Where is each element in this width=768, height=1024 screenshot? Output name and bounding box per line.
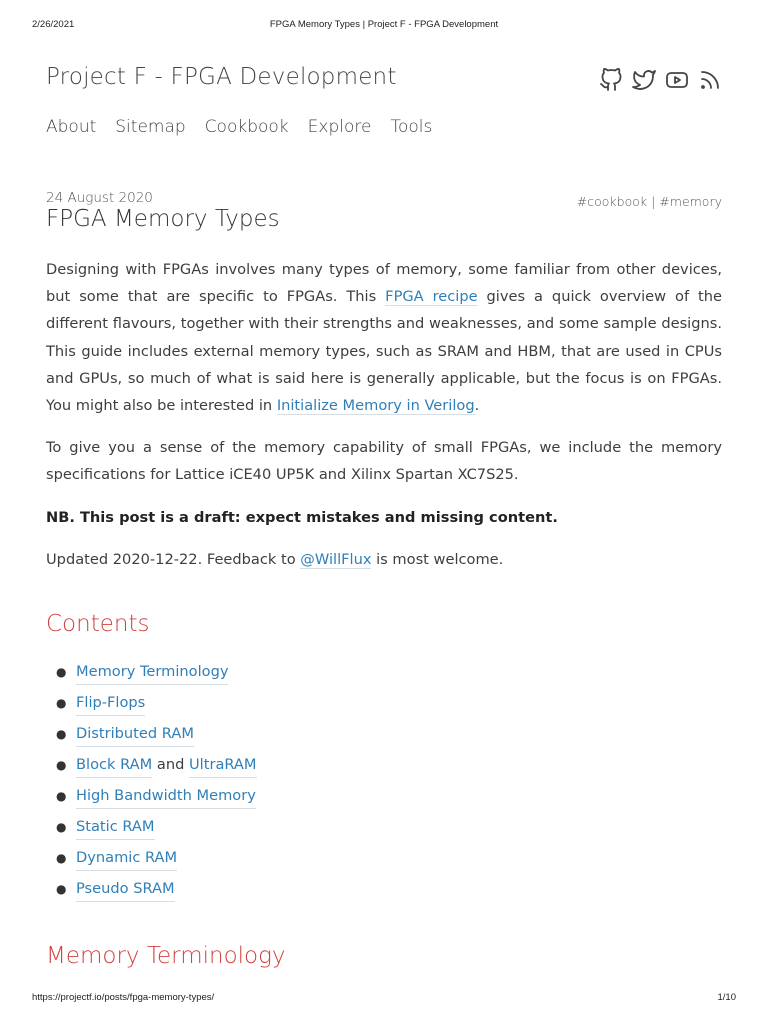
toc-link-distributed-ram[interactable]: Distributed RAM — [76, 722, 194, 747]
draft-notice: NB. This post is a draft: expect mistakes and missing content. — [46, 508, 558, 526]
social-links — [599, 68, 722, 92]
toc-item: ● Pseudo SRAM — [46, 877, 257, 908]
toc-link-flip-flops[interactable]: Flip-Flops — [76, 691, 145, 716]
post-date: 24 August 2020 — [46, 190, 153, 206]
toc-link-ultraram[interactable]: UltraRAM — [189, 753, 257, 778]
fpga-recipe-link[interactable]: FPGA recipe — [385, 288, 478, 306]
twitter-icon[interactable] — [632, 68, 656, 92]
capability-paragraph: To give you a sense of the memory capability of small FPGAs, we include the memory specifications for Lattice iCE40 UP5K and Xilinx Spartan XC7S25. — [46, 439, 722, 484]
memory-terminology-heading: Memory Terminology — [46, 943, 286, 969]
update-paragraph: Updated 2020-12-22. Feedback to @WillFlux is most welcome. — [46, 550, 504, 568]
toc-and-text: and — [156, 756, 185, 773]
print-url: https://projectf.io/posts/fpga-memory-types/ — [32, 992, 215, 1003]
nav-about[interactable]: About — [46, 117, 97, 137]
table-of-contents — [46, 660, 257, 908]
toc-item: ● Static RAM — [46, 815, 257, 846]
post-tags[interactable]: #cookbook | #memory — [576, 194, 722, 209]
toc-link-block-ram[interactable]: Block RAM — [76, 753, 152, 778]
toc-link-hbm[interactable]: High Bandwidth Memory — [76, 784, 256, 809]
toc-item: ● Memory Terminology — [46, 660, 257, 691]
initialize-memory-link[interactable]: Initialize Memory in Verilog — [276, 397, 475, 415]
toc-item: ● Block RAM and UltraRAM — [46, 753, 257, 784]
contents-heading: Contents — [46, 611, 150, 637]
main-nav — [46, 117, 432, 137]
post-title: FPGA Memory Types — [46, 206, 280, 232]
rss-icon[interactable] — [698, 68, 722, 92]
toc-item: ● High Bandwidth Memory — [46, 784, 257, 815]
intro-paragraph: Designing with FPGAs involves many types of memory, some familiar from other devices, but some that are specific to FPGAs. This FPGA recipe gives a quick overview of the different flavours, together with their strengths and weaknesses, and some sample designs. This guide includes external memory types, such as SRAM and HBM, that are used in CPUs and GPUs, so much of what is said here is generally applicable, but the focus is on FPGAs. You might also be interested in Initialize Memory in Verilog. — [46, 261, 722, 415]
nav-sitemap[interactable]: Sitemap — [115, 117, 186, 137]
print-footer — [32, 992, 736, 1003]
print-header — [32, 19, 736, 30]
nav-explore[interactable]: Explore — [307, 117, 372, 137]
toc-item: ● Distributed RAM — [46, 722, 257, 753]
toc-item: ● Flip-Flops — [46, 691, 257, 722]
toc-link-memory-terminology[interactable]: Memory Terminology — [76, 660, 228, 685]
post-body — [46, 256, 722, 588]
toc-link-pseudo-sram[interactable]: Pseudo SRAM — [76, 877, 175, 902]
print-date: 2/26/2021 — [32, 19, 75, 30]
print-page-number: 1/10 — [717, 992, 736, 1003]
youtube-icon[interactable] — [665, 68, 689, 92]
print-title: FPGA Memory Types | Project F - FPGA Development — [269, 19, 499, 30]
toc-link-dynamic-ram[interactable]: Dynamic RAM — [76, 846, 177, 871]
willflux-link[interactable]: @WillFlux — [300, 550, 372, 568]
toc-link-static-ram[interactable]: Static RAM — [76, 815, 155, 840]
site-title[interactable]: Project F - FPGA Development — [46, 64, 397, 90]
nav-tools[interactable]: Tools — [390, 117, 433, 137]
toc-item: ● Dynamic RAM — [46, 846, 257, 877]
nav-cookbook[interactable]: Cookbook — [204, 117, 289, 137]
github-icon[interactable] — [599, 68, 623, 92]
